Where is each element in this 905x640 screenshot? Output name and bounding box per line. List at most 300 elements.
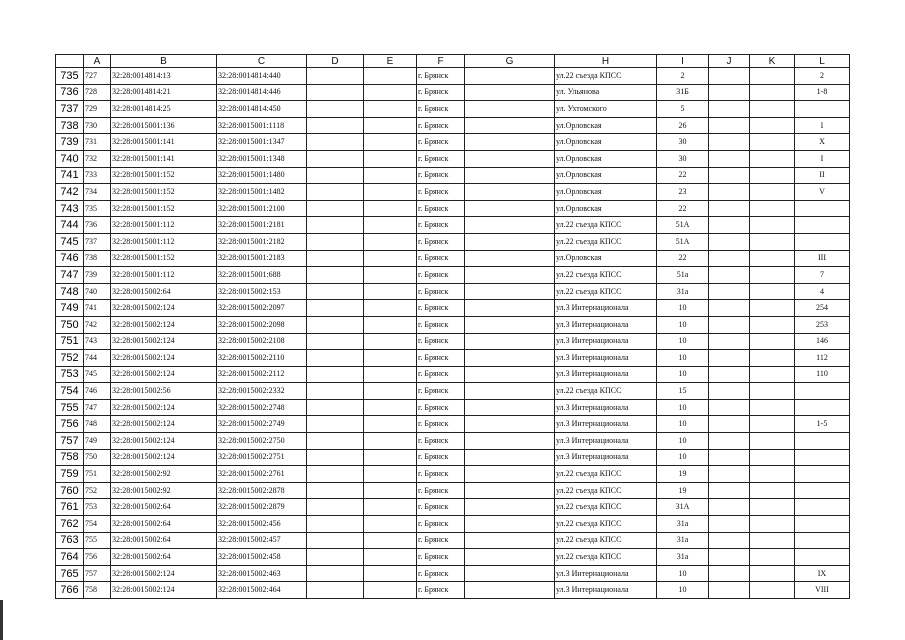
cell-j[interactable] bbox=[709, 582, 750, 599]
cell-d[interactable] bbox=[307, 200, 364, 217]
cell-l[interactable]: 4 bbox=[795, 283, 850, 300]
cell-c[interactable]: 32:28:0015001:2181 bbox=[217, 217, 307, 234]
cell-k[interactable] bbox=[750, 582, 795, 599]
column-header-e[interactable]: E bbox=[364, 55, 417, 68]
cell-f[interactable]: г. Брянск bbox=[417, 117, 465, 134]
cell-f[interactable]: г. Брянск bbox=[417, 84, 465, 101]
cell-l[interactable] bbox=[795, 466, 850, 483]
cell-d[interactable] bbox=[307, 150, 364, 167]
cell-b[interactable]: 32:28:0015001:112 bbox=[111, 217, 217, 234]
cell-j[interactable] bbox=[709, 449, 750, 466]
cell-c[interactable]: 32:28:0015002:2750 bbox=[217, 433, 307, 450]
cell-a[interactable]: 735 bbox=[84, 200, 111, 217]
row-number[interactable]: 738 bbox=[56, 117, 84, 134]
cell-a[interactable]: 733 bbox=[84, 167, 111, 184]
cell-k[interactable] bbox=[750, 84, 795, 101]
cell-c[interactable]: 32:28:0015002:2112 bbox=[217, 366, 307, 383]
cell-h[interactable]: ул.3 Интернационала bbox=[555, 565, 657, 582]
cell-d[interactable] bbox=[307, 134, 364, 151]
cell-k[interactable] bbox=[750, 383, 795, 400]
cell-g[interactable] bbox=[465, 300, 555, 317]
row-number[interactable]: 744 bbox=[56, 217, 84, 234]
cell-c[interactable]: 32:28:0015002:457 bbox=[217, 532, 307, 549]
cell-g[interactable] bbox=[465, 167, 555, 184]
cell-l[interactable]: 1-8 bbox=[795, 84, 850, 101]
cell-g[interactable] bbox=[465, 449, 555, 466]
cell-e[interactable] bbox=[364, 499, 417, 516]
cell-b[interactable]: 32:28:0014814:13 bbox=[111, 68, 217, 85]
cell-d[interactable] bbox=[307, 217, 364, 234]
cell-k[interactable] bbox=[750, 267, 795, 284]
cell-i[interactable]: 10 bbox=[657, 333, 709, 350]
cell-a[interactable]: 750 bbox=[84, 449, 111, 466]
cell-l[interactable]: 2 bbox=[795, 68, 850, 85]
cell-b[interactable]: 32:28:0015002:56 bbox=[111, 383, 217, 400]
cell-g[interactable] bbox=[465, 267, 555, 284]
cell-l[interactable] bbox=[795, 549, 850, 566]
cell-i[interactable]: 10 bbox=[657, 316, 709, 333]
cell-b[interactable]: 32:28:0015002:124 bbox=[111, 316, 217, 333]
cell-b[interactable]: 32:28:0015002:124 bbox=[111, 300, 217, 317]
cell-k[interactable] bbox=[750, 250, 795, 267]
row-number[interactable]: 752 bbox=[56, 350, 84, 367]
row-number[interactable]: 759 bbox=[56, 466, 84, 483]
cell-f[interactable]: г. Брянск bbox=[417, 233, 465, 250]
column-header-k[interactable]: K bbox=[750, 55, 795, 68]
cell-g[interactable] bbox=[465, 383, 555, 400]
cell-g[interactable] bbox=[465, 416, 555, 433]
cell-b[interactable]: 32:28:0015002:64 bbox=[111, 549, 217, 566]
cell-k[interactable] bbox=[750, 68, 795, 85]
cell-k[interactable] bbox=[750, 565, 795, 582]
cell-h[interactable]: ул.22 съезда КПСС bbox=[555, 499, 657, 516]
cell-k[interactable] bbox=[750, 532, 795, 549]
cell-b[interactable]: 32:28:0015002:124 bbox=[111, 350, 217, 367]
cell-h[interactable]: ул.3 Интернационала bbox=[555, 399, 657, 416]
cell-k[interactable] bbox=[750, 300, 795, 317]
cell-l[interactable] bbox=[795, 217, 850, 234]
cell-d[interactable] bbox=[307, 84, 364, 101]
cell-b[interactable]: 32:28:0015002:124 bbox=[111, 433, 217, 450]
cell-b[interactable]: 32:28:0015001:112 bbox=[111, 233, 217, 250]
cell-h[interactable]: ул.Орловская bbox=[555, 167, 657, 184]
cell-g[interactable] bbox=[465, 184, 555, 201]
cell-h[interactable]: ул.Орловская bbox=[555, 117, 657, 134]
cell-h[interactable]: ул.22 съезда КПСС bbox=[555, 482, 657, 499]
cell-k[interactable] bbox=[750, 101, 795, 118]
cell-h[interactable]: ул.3 Интернационала bbox=[555, 416, 657, 433]
row-number[interactable]: 743 bbox=[56, 200, 84, 217]
cell-d[interactable] bbox=[307, 184, 364, 201]
cell-g[interactable] bbox=[465, 101, 555, 118]
cell-c[interactable]: 32:28:0015002:2108 bbox=[217, 333, 307, 350]
cell-g[interactable] bbox=[465, 68, 555, 85]
cell-l[interactable] bbox=[795, 383, 850, 400]
cell-k[interactable] bbox=[750, 167, 795, 184]
cell-d[interactable] bbox=[307, 167, 364, 184]
row-number[interactable]: 761 bbox=[56, 499, 84, 516]
cell-l[interactable] bbox=[795, 233, 850, 250]
cell-b[interactable]: 32:28:0015002:124 bbox=[111, 565, 217, 582]
cell-j[interactable] bbox=[709, 350, 750, 367]
cell-a[interactable]: 749 bbox=[84, 433, 111, 450]
cell-b[interactable]: 32:28:0015001:136 bbox=[111, 117, 217, 134]
cell-e[interactable] bbox=[364, 449, 417, 466]
cell-g[interactable] bbox=[465, 217, 555, 234]
cell-d[interactable] bbox=[307, 416, 364, 433]
row-number[interactable]: 754 bbox=[56, 383, 84, 400]
cell-h[interactable]: ул. Ульянова bbox=[555, 84, 657, 101]
cell-e[interactable] bbox=[364, 300, 417, 317]
cell-a[interactable]: 744 bbox=[84, 350, 111, 367]
cell-e[interactable] bbox=[364, 433, 417, 450]
cell-i[interactable]: 31а bbox=[657, 283, 709, 300]
cell-k[interactable] bbox=[750, 316, 795, 333]
cell-k[interactable] bbox=[750, 549, 795, 566]
cell-j[interactable] bbox=[709, 250, 750, 267]
row-number[interactable]: 751 bbox=[56, 333, 84, 350]
cell-j[interactable] bbox=[709, 399, 750, 416]
cell-e[interactable] bbox=[364, 217, 417, 234]
row-number[interactable]: 746 bbox=[56, 250, 84, 267]
cell-e[interactable] bbox=[364, 466, 417, 483]
cell-c[interactable]: 32:28:0014814:450 bbox=[217, 101, 307, 118]
cell-c[interactable]: 32:28:0015002:2110 bbox=[217, 350, 307, 367]
cell-l[interactable]: IX bbox=[795, 565, 850, 582]
cell-l[interactable]: I bbox=[795, 150, 850, 167]
cell-j[interactable] bbox=[709, 333, 750, 350]
cell-g[interactable] bbox=[465, 565, 555, 582]
cell-l[interactable] bbox=[795, 499, 850, 516]
cell-b[interactable]: 32:28:0015002:124 bbox=[111, 416, 217, 433]
cell-e[interactable] bbox=[364, 283, 417, 300]
cell-c[interactable]: 32:28:0015001:2183 bbox=[217, 250, 307, 267]
cell-h[interactable]: ул.Орловская bbox=[555, 134, 657, 151]
cell-l[interactable]: V bbox=[795, 184, 850, 201]
cell-f[interactable]: г. Брянск bbox=[417, 217, 465, 234]
row-number[interactable]: 760 bbox=[56, 482, 84, 499]
cell-c[interactable]: 32:28:0015002:2097 bbox=[217, 300, 307, 317]
cell-c[interactable]: 32:28:0015001:2100 bbox=[217, 200, 307, 217]
cell-j[interactable] bbox=[709, 300, 750, 317]
cell-f[interactable]: г. Брянск bbox=[417, 466, 465, 483]
cell-j[interactable] bbox=[709, 466, 750, 483]
cell-i[interactable]: 10 bbox=[657, 366, 709, 383]
cell-l[interactable]: 7 bbox=[795, 267, 850, 284]
cell-b[interactable]: 32:28:0015001:141 bbox=[111, 150, 217, 167]
column-header-i[interactable]: I bbox=[657, 55, 709, 68]
cell-g[interactable] bbox=[465, 117, 555, 134]
cell-g[interactable] bbox=[465, 532, 555, 549]
cell-c[interactable]: 32:28:0015001:2182 bbox=[217, 233, 307, 250]
cell-l[interactable]: X bbox=[795, 134, 850, 151]
cell-f[interactable]: г. Брянск bbox=[417, 449, 465, 466]
cell-g[interactable] bbox=[465, 582, 555, 599]
cell-a[interactable]: 737 bbox=[84, 233, 111, 250]
cell-k[interactable] bbox=[750, 482, 795, 499]
cell-c[interactable]: 32:28:0014814:446 bbox=[217, 84, 307, 101]
cell-d[interactable] bbox=[307, 549, 364, 566]
cell-h[interactable]: ул.22 съезда КПСС bbox=[555, 233, 657, 250]
cell-c[interactable]: 32:28:0015001:688 bbox=[217, 267, 307, 284]
cell-i[interactable]: 5 bbox=[657, 101, 709, 118]
cell-b[interactable]: 32:28:0015001:152 bbox=[111, 167, 217, 184]
cell-l[interactable]: 112 bbox=[795, 350, 850, 367]
cell-d[interactable] bbox=[307, 399, 364, 416]
cell-c[interactable]: 32:28:0015002:463 bbox=[217, 565, 307, 582]
cell-h[interactable]: ул.22 съезда КПСС bbox=[555, 267, 657, 284]
cell-d[interactable] bbox=[307, 333, 364, 350]
cell-e[interactable] bbox=[364, 549, 417, 566]
cell-k[interactable] bbox=[750, 233, 795, 250]
cell-i[interactable]: 51А bbox=[657, 233, 709, 250]
cell-g[interactable] bbox=[465, 350, 555, 367]
column-header-g[interactable]: G bbox=[465, 55, 555, 68]
cell-d[interactable] bbox=[307, 233, 364, 250]
row-number[interactable]: 755 bbox=[56, 399, 84, 416]
cell-e[interactable] bbox=[364, 68, 417, 85]
cell-i[interactable]: 10 bbox=[657, 416, 709, 433]
cell-h[interactable]: ул.3 Интернационала bbox=[555, 333, 657, 350]
cell-c[interactable]: 32:28:0015002:456 bbox=[217, 516, 307, 533]
cell-j[interactable] bbox=[709, 217, 750, 234]
cell-c[interactable]: 32:28:0015002:2749 bbox=[217, 416, 307, 433]
cell-i[interactable]: 22 bbox=[657, 167, 709, 184]
cell-e[interactable] bbox=[364, 167, 417, 184]
cell-d[interactable] bbox=[307, 433, 364, 450]
cell-f[interactable]: г. Брянск bbox=[417, 150, 465, 167]
cell-l[interactable] bbox=[795, 449, 850, 466]
cell-e[interactable] bbox=[364, 532, 417, 549]
cell-i[interactable]: 10 bbox=[657, 433, 709, 450]
cell-k[interactable] bbox=[750, 449, 795, 466]
cell-g[interactable] bbox=[465, 482, 555, 499]
cell-i[interactable]: 10 bbox=[657, 449, 709, 466]
cell-c[interactable]: 32:28:0015001:1348 bbox=[217, 150, 307, 167]
cell-g[interactable] bbox=[465, 283, 555, 300]
cell-g[interactable] bbox=[465, 399, 555, 416]
cell-k[interactable] bbox=[750, 333, 795, 350]
cell-h[interactable]: ул.22 съезда КПСС bbox=[555, 283, 657, 300]
cell-f[interactable]: г. Брянск bbox=[417, 366, 465, 383]
cell-h[interactable]: ул.22 съезда КПСС bbox=[555, 532, 657, 549]
cell-d[interactable] bbox=[307, 316, 364, 333]
cell-f[interactable]: г. Брянск bbox=[417, 68, 465, 85]
cell-i[interactable]: 19 bbox=[657, 482, 709, 499]
cell-i[interactable]: 19 bbox=[657, 466, 709, 483]
cell-b[interactable]: 32:28:0015002:64 bbox=[111, 532, 217, 549]
cell-f[interactable]: г. Брянск bbox=[417, 250, 465, 267]
cell-l[interactable]: 146 bbox=[795, 333, 850, 350]
cell-g[interactable] bbox=[465, 316, 555, 333]
cell-e[interactable] bbox=[364, 333, 417, 350]
cell-c[interactable]: 32:28:0015001:1482 bbox=[217, 184, 307, 201]
cell-f[interactable]: г. Брянск bbox=[417, 267, 465, 284]
cell-f[interactable]: г. Брянск bbox=[417, 167, 465, 184]
cell-a[interactable]: 751 bbox=[84, 466, 111, 483]
row-number[interactable]: 747 bbox=[56, 267, 84, 284]
cell-h[interactable]: ул.3 Интернационала bbox=[555, 300, 657, 317]
cell-a[interactable]: 754 bbox=[84, 516, 111, 533]
cell-c[interactable]: 32:28:0015002:2332 bbox=[217, 383, 307, 400]
cell-k[interactable] bbox=[750, 433, 795, 450]
cell-h[interactable]: ул.3 Интернационала bbox=[555, 449, 657, 466]
column-header-f[interactable]: F bbox=[417, 55, 465, 68]
cell-f[interactable]: г. Брянск bbox=[417, 283, 465, 300]
cell-d[interactable] bbox=[307, 267, 364, 284]
cell-j[interactable] bbox=[709, 283, 750, 300]
cell-l[interactable] bbox=[795, 101, 850, 118]
cell-c[interactable]: 32:28:0015001:1480 bbox=[217, 167, 307, 184]
cell-e[interactable] bbox=[364, 150, 417, 167]
cell-g[interactable] bbox=[465, 433, 555, 450]
cell-h[interactable]: ул. Ухтомского bbox=[555, 101, 657, 118]
cell-a[interactable]: 727 bbox=[84, 68, 111, 85]
cell-j[interactable] bbox=[709, 565, 750, 582]
cell-e[interactable] bbox=[364, 416, 417, 433]
cell-f[interactable]: г. Брянск bbox=[417, 200, 465, 217]
cell-h[interactable]: ул.3 Интернационала bbox=[555, 582, 657, 599]
cell-j[interactable] bbox=[709, 184, 750, 201]
cell-g[interactable] bbox=[465, 250, 555, 267]
cell-c[interactable]: 32:28:0015002:464 bbox=[217, 582, 307, 599]
cell-b[interactable]: 32:28:0015002:124 bbox=[111, 582, 217, 599]
cell-g[interactable] bbox=[465, 516, 555, 533]
row-number[interactable]: 737 bbox=[56, 101, 84, 118]
cell-h[interactable]: ул.Орловская bbox=[555, 200, 657, 217]
cell-a[interactable]: 731 bbox=[84, 134, 111, 151]
cell-c[interactable]: 32:28:0015002:2761 bbox=[217, 466, 307, 483]
cell-j[interactable] bbox=[709, 366, 750, 383]
row-number[interactable]: 758 bbox=[56, 449, 84, 466]
cell-i[interactable]: 31Б bbox=[657, 84, 709, 101]
cell-d[interactable] bbox=[307, 117, 364, 134]
cell-d[interactable] bbox=[307, 383, 364, 400]
cell-f[interactable]: г. Брянск bbox=[417, 499, 465, 516]
cell-e[interactable] bbox=[364, 383, 417, 400]
cell-f[interactable]: г. Брянск bbox=[417, 516, 465, 533]
cell-f[interactable]: г. Брянск bbox=[417, 184, 465, 201]
cell-h[interactable]: ул.22 съезда КПСС bbox=[555, 549, 657, 566]
row-number[interactable]: 753 bbox=[56, 366, 84, 383]
cell-i[interactable]: 31а bbox=[657, 516, 709, 533]
cell-a[interactable]: 739 bbox=[84, 267, 111, 284]
cell-a[interactable]: 756 bbox=[84, 549, 111, 566]
cell-i[interactable]: 30 bbox=[657, 150, 709, 167]
cell-a[interactable]: 747 bbox=[84, 399, 111, 416]
cell-d[interactable] bbox=[307, 499, 364, 516]
cell-b[interactable]: 32:28:0015002:64 bbox=[111, 516, 217, 533]
cell-g[interactable] bbox=[465, 466, 555, 483]
cell-j[interactable] bbox=[709, 200, 750, 217]
cell-h[interactable]: ул.Орловская bbox=[555, 184, 657, 201]
cell-f[interactable]: г. Брянск bbox=[417, 300, 465, 317]
cell-h[interactable]: ул.Орловская bbox=[555, 150, 657, 167]
cell-d[interactable] bbox=[307, 283, 364, 300]
column-header-c[interactable]: C bbox=[217, 55, 307, 68]
cell-j[interactable] bbox=[709, 150, 750, 167]
cell-h[interactable]: ул.22 съезда КПСС bbox=[555, 466, 657, 483]
cell-k[interactable] bbox=[750, 516, 795, 533]
row-number[interactable]: 765 bbox=[56, 565, 84, 582]
cell-h[interactable]: ул.Орловская bbox=[555, 250, 657, 267]
cell-b[interactable]: 32:28:0015002:124 bbox=[111, 449, 217, 466]
cell-i[interactable]: 2 bbox=[657, 68, 709, 85]
cell-i[interactable]: 10 bbox=[657, 350, 709, 367]
cell-f[interactable]: г. Брянск bbox=[417, 532, 465, 549]
cell-i[interactable]: 30 bbox=[657, 134, 709, 151]
cell-l[interactable]: I bbox=[795, 117, 850, 134]
cell-b[interactable]: 32:28:0015001:112 bbox=[111, 267, 217, 284]
cell-f[interactable]: г. Брянск bbox=[417, 482, 465, 499]
cell-j[interactable] bbox=[709, 68, 750, 85]
row-number[interactable]: 764 bbox=[56, 549, 84, 566]
cell-c[interactable]: 32:28:0015002:2098 bbox=[217, 316, 307, 333]
row-number[interactable]: 741 bbox=[56, 167, 84, 184]
cell-i[interactable]: 15 bbox=[657, 383, 709, 400]
cell-d[interactable] bbox=[307, 366, 364, 383]
cell-k[interactable] bbox=[750, 184, 795, 201]
cell-i[interactable]: 23 bbox=[657, 184, 709, 201]
cell-e[interactable] bbox=[364, 316, 417, 333]
cell-e[interactable] bbox=[364, 516, 417, 533]
cell-g[interactable] bbox=[465, 84, 555, 101]
cell-e[interactable] bbox=[364, 233, 417, 250]
cell-e[interactable] bbox=[364, 250, 417, 267]
cell-e[interactable] bbox=[364, 200, 417, 217]
cell-i[interactable]: 31а bbox=[657, 532, 709, 549]
cell-e[interactable] bbox=[364, 366, 417, 383]
cell-d[interactable] bbox=[307, 466, 364, 483]
cell-a[interactable]: 736 bbox=[84, 217, 111, 234]
cell-b[interactable]: 32:28:0015002:124 bbox=[111, 333, 217, 350]
cell-j[interactable] bbox=[709, 482, 750, 499]
cell-c[interactable]: 32:28:0015002:458 bbox=[217, 549, 307, 566]
cell-l[interactable]: II bbox=[795, 167, 850, 184]
cell-j[interactable] bbox=[709, 433, 750, 450]
cell-e[interactable] bbox=[364, 117, 417, 134]
cell-a[interactable]: 730 bbox=[84, 117, 111, 134]
row-number[interactable]: 766 bbox=[56, 582, 84, 599]
cell-k[interactable] bbox=[750, 366, 795, 383]
cell-d[interactable] bbox=[307, 532, 364, 549]
cell-i[interactable]: 51А bbox=[657, 217, 709, 234]
cell-e[interactable] bbox=[364, 134, 417, 151]
column-header-a[interactable]: A bbox=[84, 55, 111, 68]
cell-a[interactable]: 728 bbox=[84, 84, 111, 101]
cell-h[interactable]: ул.22 съезда КПСС bbox=[555, 68, 657, 85]
cell-l[interactable] bbox=[795, 433, 850, 450]
row-number[interactable]: 740 bbox=[56, 150, 84, 167]
cell-a[interactable]: 741 bbox=[84, 300, 111, 317]
cell-d[interactable] bbox=[307, 101, 364, 118]
column-header-j[interactable]: J bbox=[709, 55, 750, 68]
cell-j[interactable] bbox=[709, 416, 750, 433]
cell-b[interactable]: 32:28:0015002:92 bbox=[111, 466, 217, 483]
cell-d[interactable] bbox=[307, 449, 364, 466]
cell-f[interactable]: г. Брянск bbox=[417, 565, 465, 582]
cell-e[interactable] bbox=[364, 482, 417, 499]
cell-c[interactable]: 32:28:0015001:1347 bbox=[217, 134, 307, 151]
cell-a[interactable]: 748 bbox=[84, 416, 111, 433]
cell-k[interactable] bbox=[750, 134, 795, 151]
row-number[interactable]: 736 bbox=[56, 84, 84, 101]
cell-k[interactable] bbox=[750, 217, 795, 234]
row-number[interactable]: 762 bbox=[56, 516, 84, 533]
cell-l[interactable]: III bbox=[795, 250, 850, 267]
cell-i[interactable]: 22 bbox=[657, 200, 709, 217]
column-header-l[interactable]: L bbox=[795, 55, 850, 68]
